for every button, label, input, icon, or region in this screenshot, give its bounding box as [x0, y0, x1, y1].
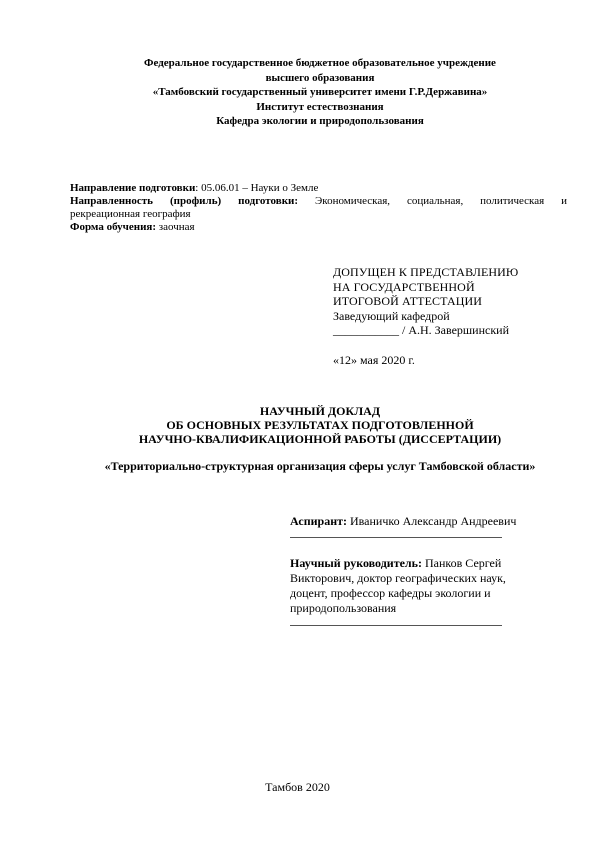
signature-blank: ___________	[333, 323, 399, 337]
aspirant-signature-line	[290, 528, 502, 538]
title-line: НАУЧНО-КВАЛИФИКАЦИОННОЙ РАБОТЫ (ДИССЕРТАЦИИ)	[138, 432, 502, 446]
approval-signatory: / А.Н. Завершинский	[402, 323, 510, 337]
supervisor-line: Викторович, доктор географических наук,	[290, 571, 506, 585]
approval-line: ДОПУЩЕН К ПРЕДСТАВЛЕНИЮ	[333, 265, 519, 279]
aspirant-block	[290, 514, 550, 538]
supervisor-signature-line	[290, 616, 502, 626]
profile-row	[70, 195, 567, 208]
header-line: Кафедра экологии и природопользования	[216, 115, 424, 127]
approval-signature-row	[333, 323, 573, 338]
header-line: высшего образования	[265, 71, 375, 84]
report-title	[60, 404, 580, 446]
title-line: ОБ ОСНОВНЫХ РЕЗУЛЬТАТАХ ПОДГОТОВЛЕННОЙ	[166, 418, 474, 432]
header-line: Институт естествознания	[256, 100, 384, 113]
header-line: Федеральное государственное бюджетное образовательное учреждение	[144, 57, 496, 69]
approval-line: ИТОГОВОЙ АТТЕСТАЦИИ	[333, 294, 483, 308]
aspirant-name: Иваничко Александр Андреевич	[350, 514, 517, 528]
direction-value: : 05.06.01 – Науки о Земле	[195, 182, 319, 194]
title-line: НАУЧНЫЙ ДОКЛАД	[259, 404, 381, 418]
direction-row	[70, 182, 567, 195]
supervisor-line: природопользования	[290, 601, 397, 615]
supervisor-row	[290, 556, 530, 571]
footer-city-year: Тамбов 2020	[265, 780, 330, 794]
supervisor-block	[290, 556, 530, 626]
program-info	[70, 182, 567, 234]
approval-date: «12» мая 2020 г.	[333, 352, 415, 367]
form-row	[70, 221, 567, 234]
approval-block	[333, 265, 573, 367]
direction-label: Направление подготовки	[70, 182, 196, 194]
form-label: Форма обучения:	[70, 221, 157, 233]
profile-value-continuation: рекреационная география	[70, 208, 191, 220]
header-line: «Тамбовский государственный университет имени Г.Р.Державина»	[152, 86, 488, 98]
supervisor-line: доцент, профессор кафедры экологии и	[290, 586, 491, 600]
profile-label: Направленность (профиль) подготовки:	[70, 195, 299, 207]
supervisor-label: Научный руководитель:	[290, 556, 422, 570]
aspirant-label: Аспирант:	[290, 514, 347, 528]
approval-line: НА ГОСУДАРСТВЕННОЙ	[333, 279, 475, 294]
profile-value: Экономическая, социальная, политическая и	[315, 195, 568, 207]
report-topic: «Территориально-структурная организация сферы услуг Тамбовской области»	[104, 459, 536, 473]
aspirant-row	[290, 514, 550, 528]
supervisor-name: Панков Сергей	[425, 556, 502, 570]
approval-role: Заведующий кафедрой	[333, 308, 450, 323]
organization-header	[60, 56, 580, 129]
form-value: заочная	[158, 221, 195, 233]
